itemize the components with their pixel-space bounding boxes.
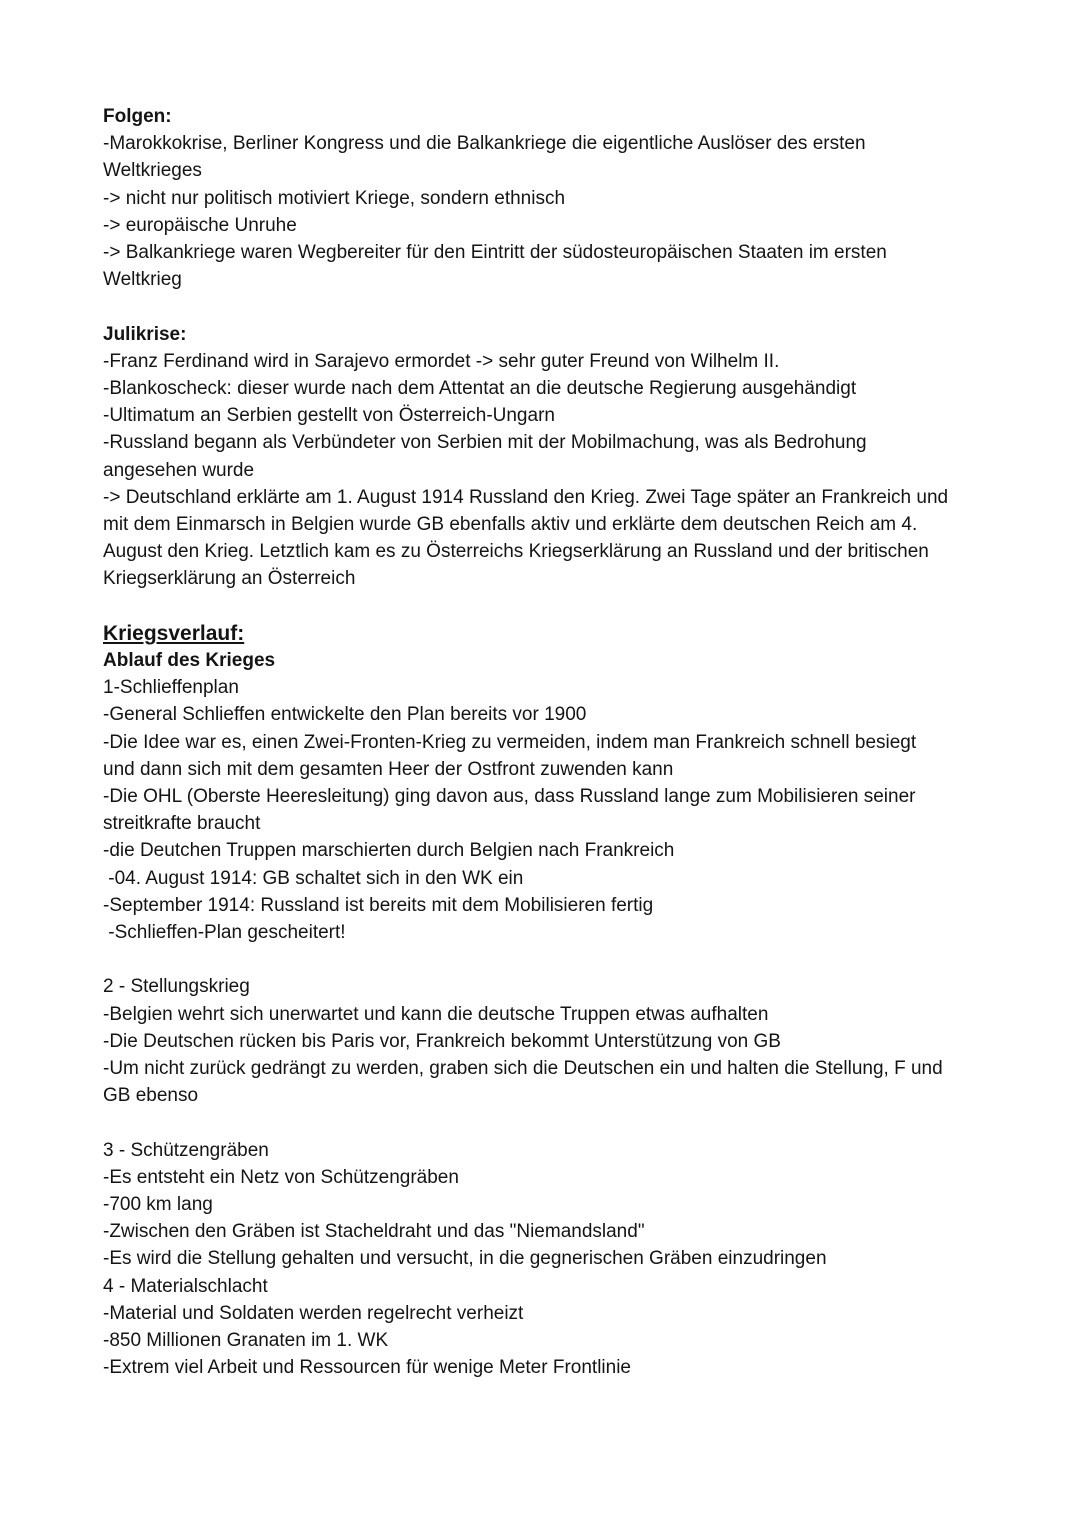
text-line: -700 km lang <box>103 1194 213 1216</box>
spacer <box>103 593 1003 620</box>
text-line: Weltkrieges <box>103 160 202 182</box>
text-line: -Franz Ferdinand wird in Sarajevo ermordet -> sehr guter Freund von Wilhelm II. <box>103 350 780 372</box>
text-line: -Ultimatum an Serbien gestellt von Österreich-Ungarn <box>103 405 555 427</box>
text-line: -> Deutschland erklärte am 1. August 1914 Russland den Krieg. Zwei Tage später an Frankreich und <box>103 486 949 508</box>
document-page <box>103 103 1003 1381</box>
text-line: -Russland begann als Verbündeter von Serbien mit der Mobilmachung, was als Bedrohung <box>103 432 867 454</box>
subsection-materialschlacht <box>103 1273 1003 1382</box>
subsection-schuetzengraeben <box>103 1137 1003 1273</box>
text-line: -Die OHL (Oberste Heeresleitung) ging davon aus, dass Russland lange zum Mobilisieren seiner <box>103 786 916 808</box>
text-line: -> nicht nur politisch motiviert Kriege, sondern ethnisch <box>103 187 566 209</box>
spacer <box>103 946 1003 973</box>
text-line: streitkrafte braucht <box>103 813 261 835</box>
text-line: -die Deutchen Truppen marschierten durch Belgien nach Frankreich <box>103 840 675 862</box>
text-line: -Belgien wehrt sich unerwartet und kann die deutsche Truppen etwas aufhalten <box>103 1003 769 1025</box>
text-line: und dann sich mit dem gesamten Heer der Ostfront zuwenden kann <box>103 758 674 780</box>
subsection-schlieffenplan <box>103 674 1003 946</box>
section-julikrise <box>103 321 1003 593</box>
text-line: -Es wird die Stellung gehalten und versucht, in die gegnerischen Gräben einzudringen <box>103 1248 827 1270</box>
section-folgen <box>103 103 1003 293</box>
text-line: -Material und Soldaten werden regelrecht verheizt <box>103 1302 524 1324</box>
subsection-title: 1-Schlieffenplan <box>103 677 239 699</box>
section-heading-julikrise: Julikrise: <box>103 323 187 345</box>
text-line: -September 1914: Russland ist bereits mit dem Mobilisieren fertig <box>103 894 654 916</box>
subsection-title: 4 - Materialschlacht <box>103 1275 268 1297</box>
text-line: -Blankoscheck: dieser wurde nach dem Attentat an die deutsche Regierung ausgehändigt <box>103 378 857 400</box>
text-line: -850 Millionen Granaten im 1. WK <box>103 1330 389 1352</box>
text-line: -Zwischen den Gräben ist Stacheldraht und das "Niemandsland" <box>103 1221 645 1243</box>
text-line: -> europäische Unruhe <box>103 214 297 236</box>
text-line: -Extrem viel Arbeit und Ressourcen für wenige Meter Frontlinie <box>103 1357 632 1379</box>
text-line: August den Krieg. Letztlich kam es zu Österreichs Kriegserklärung an Russland und der britischen <box>103 541 929 563</box>
section-kriegsverlauf <box>103 620 1003 1382</box>
text-line: -Um nicht zurück gedrängt zu werden, graben sich die Deutschen ein und halten die Stellung, F und <box>103 1058 943 1080</box>
text-line: mit dem Einmarsch in Belgien wurde GB ebenfalls aktiv und erklärte dem deutschen Reich am 4. <box>103 514 918 536</box>
text-line: -Schlieffen-Plan gescheitert! <box>103 922 346 944</box>
text-line: GB ebenso <box>103 1085 199 1107</box>
subsection-stellungskrieg <box>103 973 1003 1109</box>
text-line: Weltkrieg <box>103 269 182 291</box>
section-heading-folgen: Folgen: <box>103 106 172 127</box>
subsection-title: 3 - Schützengräben <box>103 1139 269 1161</box>
section-heading-kriegsverlauf: Kriegsverlauf: <box>103 621 245 645</box>
spacer <box>103 293 1003 320</box>
text-line: -Marokkokrise, Berliner Kongress und die Balkankriege die eigentliche Auslöser des ersten <box>103 133 866 155</box>
text-line: Kriegserklärung an Österreich <box>103 568 356 590</box>
text-line: -General Schlieffen entwickelte den Plan bereits vor 1900 <box>103 704 587 726</box>
text-line: -Die Idee war es, einen Zwei-Fronten-Krieg zu vermeiden, indem man Frankreich schnell besiegt <box>103 731 917 753</box>
subheading-ablauf: Ablauf des Krieges <box>103 650 276 672</box>
text-line: -Die Deutschen rücken bis Paris vor, Frankreich bekommt Unterstützung von GB <box>103 1030 781 1052</box>
subsection-title: 2 - Stellungskrieg <box>103 976 250 998</box>
text-line: -Es entsteht ein Netz von Schützengräben <box>103 1166 459 1188</box>
text-line: -04. August 1914: GB schaltet sich in den WK ein <box>103 867 524 889</box>
text-line: -> Balkankriege waren Wegbereiter für den Eintritt der südosteuropäischen Staaten im ersten <box>103 242 887 264</box>
spacer <box>103 1109 1003 1136</box>
text-line: angesehen wurde <box>103 459 255 481</box>
